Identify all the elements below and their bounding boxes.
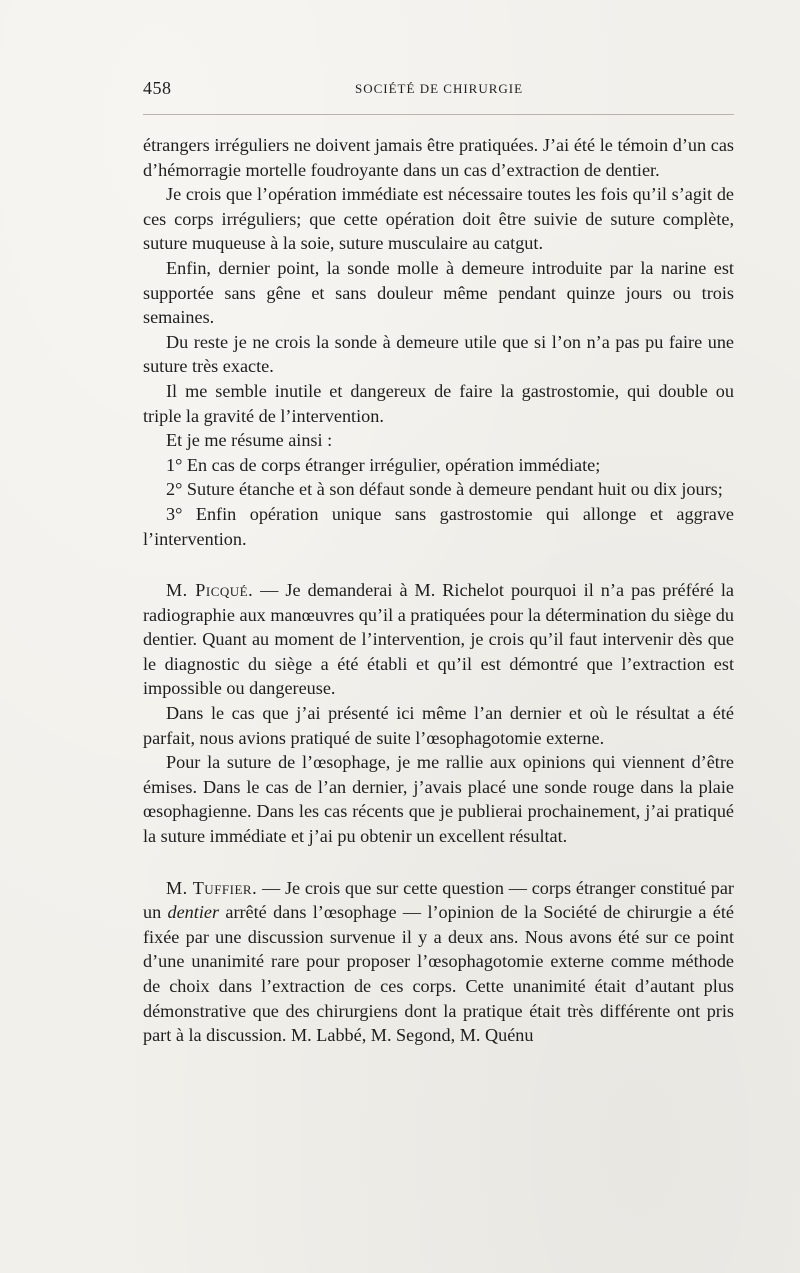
paragraph-3: Enfin, dernier point, la sonde molle à demeure introduite par la narine est supportée sans gêne et sans douleur même pendant quinze jours ou trois semaines. — [143, 257, 734, 328]
section-gap — [143, 849, 734, 876]
list-item-3: 3° Enfin opération unique sans gastrostomie qui allonge et aggrave l’intervention. — [143, 503, 734, 549]
picque-paragraph — [143, 578, 734, 701]
tuffier-text-b: arrêté dans l’œsophage — l’opinion de la Société de chirurgie a été fixée par une discussion survenue il y a deux ans. Nous avons été sur ce point d’une unanimité rare pour proposer l’œsophagotomie externe comme méthode de choix dans l’extraction de ces corps. Cette unanimité était d’autant plus démonstrative que des chirurgiens dont la pratique était très différente ont pris part à la discussion. M. Labbé, M. Segond, M. Quénu — [143, 902, 734, 1046]
list-item-1: 1° En cas de corps étranger irrégulier, opération immédiate; — [166, 454, 601, 475]
paragraph-12: Pour la suture de l’œsophage, je me rallie aux opinions qui viennent d’être émises. Dans le cas de l’an dernier, j’avais placé une sonde rouge dans la plaie œsophagienne. Dans les cas récents que je publierai prochainement, j’ai pratiqué la suture immédiate et j’ai pu obtenir un excellent résultat. — [143, 752, 734, 847]
speaker-picque: M. Picqué. — [166, 580, 254, 601]
tuffier-italic-word: dentier — [167, 902, 220, 923]
paragraph-1: étrangers irréguliers ne doivent jamais être pratiquées. J’ai été le témoin d’un cas d’hémorragie mortelle foudroyante dans un cas d’extraction de dentier. — [143, 135, 734, 180]
picque-text: — Je demanderai à M. Richelot pourquoi il n’a pas préféré la radiographie aux manœuvres qu’il a pratiquées pour la détermination du siège du dentier. Quant au moment de l’intervention, je crois qu’il faut intervenir dès que le diagnostic du siège a été établi et qu’il est démontré que l’extraction est impossible ou dangereuse. — [143, 580, 734, 699]
paragraph-2: Je crois que l’opération immédiate est nécessaire toutes les fois qu’il s’agit de ces corps irréguliers; que cette opération doit être suivie de suture complète, suture muqueuse à la soie, suture musculaire au catgut. — [143, 184, 734, 254]
section-gap — [143, 551, 734, 578]
page-number: 458 — [143, 78, 172, 98]
running-title: SOCIÉTÉ DE CHIRURGIE — [355, 81, 524, 96]
page-header — [143, 78, 734, 102]
paragraph-6: Et je me résume ainsi : — [166, 430, 333, 451]
paragraph-4: Du reste je ne crois la sonde à demeure utile que si l’on n’a pas pu faire une suture très exacte. — [143, 331, 734, 377]
tuffier-paragraph — [143, 876, 734, 1048]
header-rule — [143, 114, 734, 115]
paragraph-11: Dans le cas que j’ai présenté ici même l’an dernier et où le résultat a été parfait, nous avions pratiqué de suite l’œsophagotomie externe. — [143, 703, 734, 748]
list-item-2: 2° Suture étanche et à son défaut sonde à demeure pendant huit ou dix jours; — [166, 479, 723, 500]
tuffier-text-a: — Je crois que sur cette question — corps étranger constitué par un — [143, 877, 734, 923]
paragraph-5: Il me semble inutile et dangereux de faire la gastrostomie, qui double ou triple la gravité de l’intervention. — [143, 380, 734, 426]
speaker-tuffier: M. Tuffier. — [166, 877, 258, 898]
body-text — [143, 133, 734, 1048]
